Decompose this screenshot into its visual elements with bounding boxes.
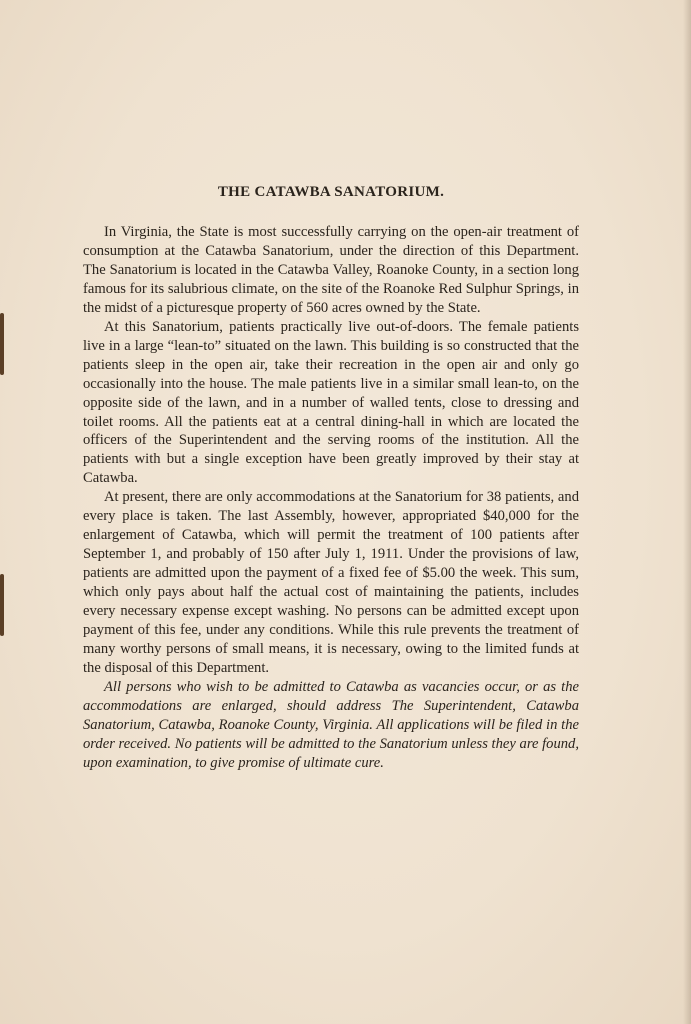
- paragraph-outdoor-living: At this Sanatorium, patients practically live out-of-doors. The female patients live in a large “lean-to” situated on the lawn. This building is so constructed that the patients sleep in the open air, take their recreation in the open air and only go occasionally into the house. The male patients live in a similar small lean-to, on the opposite side of the lawn, and in a number of walled tents, close to dressing and toilet rooms. All the patients eat at a central dining-hall in which are located the officers of the Superintendent and the serving rooms of the institution. All the patients with but a single exception have been greatly improved by their stay at Catawba.: [83, 318, 579, 487]
- paragraph-accommodations-fees: At present, there are only accommodations at the Sanatorium for 38 patients, and every place is taken. The last Assembly, however, appropriated $40,000 for the enlargement of Catawba, which will permit the treatment of 100 patients after September 1, and probably of 150 after July 1, 1911. Under the provisions of law, patients are admitted upon the payment of a fixed fee of $5.00 the week. This sum, which only pays about half the actual cost of maintaining the patients, includes every necessary expense except washing. No persons can be admitted except upon payment of this fee, under any conditions. While this rule prevents the treatment of many worthy persons of small means, it is necessary, owing to the limited funds at the disposal of this Department.: [83, 489, 579, 676]
- page-edge-shadow: [683, 0, 691, 1024]
- binding-staple-top: [0, 313, 4, 375]
- paragraph-admission-notice: All persons who wish to be admitted to Catawba as vacancies occur, or as the accommodations are enlarged, should address The Superintendent, Catawba Sanatorium, Catawba, Roanoke County, Virginia. All applications will be filed in the order received. No patients will be admitted to the Sanatorium unless they are found, upon examination, to give promise of ultimate cure.: [83, 678, 579, 771]
- binding-staple-bottom: [0, 574, 4, 636]
- paragraph-location: In Virginia, the State is most successfully carrying on the open-air treatment of consumption at the Catawba Sanatorium, under the direction of this Department. The Sanatorium is located in the Catawba Valley, Roanoke County, in a section long famous for its salubrious climate, on the site of the Roanoke Red Sulphur Springs, in the midst of a picturesque property of 560 acres owned by the State.: [83, 224, 579, 316]
- document-body: [83, 183, 579, 773]
- page-title: THE CATAWBA SANATORIUM.: [217, 184, 445, 200]
